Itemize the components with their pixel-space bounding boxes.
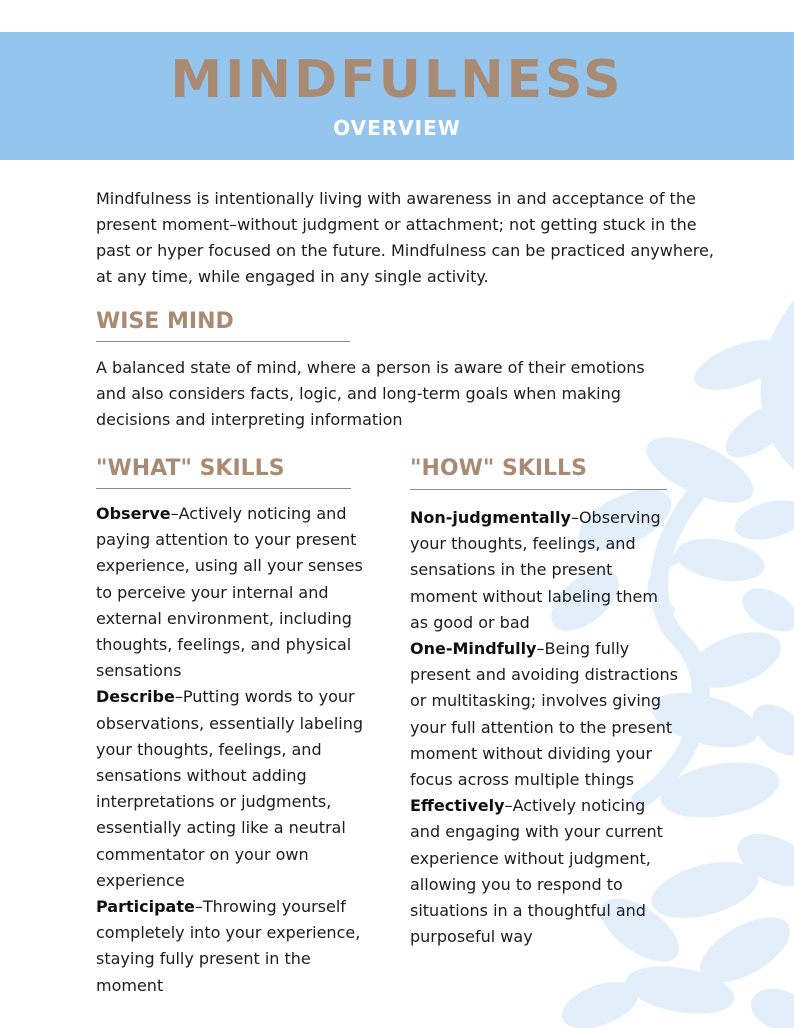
- intro-paragraph: Mindfulness is intentionally living with awareness in and acceptance of the present moment–without judgment or attachment; not getting stuck in the past or hyper focused on the future. Mindfulness can be practiced anywhere, at any time, while engaged in any single activity.: [96, 189, 714, 286]
- skill-item-observe: [96, 501, 374, 684]
- skill-term: Describe: [96, 687, 175, 707]
- skill-item-describe: [96, 684, 374, 894]
- skill-item-participate: [96, 894, 374, 999]
- skill-description: –Throwing yourself completely into your experience, staying fully present in the moment: [96, 897, 361, 995]
- skill-description: –Actively noticing and paying attention to your present experience, using all your senses to perceive your internal and external environment, including thoughts, feelings, and physical sensations: [96, 504, 363, 681]
- skill-item-non-judgmentally: [410, 505, 680, 636]
- skill-term: Participate: [96, 897, 195, 917]
- skill-item-one-mindfully: [410, 636, 680, 793]
- skill-description: –Observing your thoughts, feelings, and sensations in the present moment without labeling them as good or bad: [410, 508, 661, 632]
- page-subtitle: OVERVIEW: [333, 116, 461, 140]
- skill-term: Observe: [96, 504, 171, 523]
- what-skills-heading: "WHAT" SKILLS: [96, 456, 285, 481]
- skill-description: –Putting words to your observations, essentially labeling your thoughts, feelings, and sensations without adding interpretations or judgments, essentially acting like a neutral commentator on your own experience: [96, 687, 364, 890]
- wise-mind-text: A balanced state of mind, where a person is aware of their emotions and also considers facts, logic, and long-term goals when making decisions and interpreting information: [96, 358, 645, 429]
- how-skills-list: [410, 505, 680, 950]
- what-skills-divider: [96, 488, 351, 489]
- skill-description: –Being fully present and avoiding distractions or multitasking; involves giving your full attention to the present moment without dividing your focus across multiple things: [410, 639, 678, 790]
- how-skills-heading: "HOW" SKILLS: [410, 456, 587, 481]
- skill-term: Non-judgmentally: [410, 508, 571, 527]
- skill-item-effectively: [410, 793, 680, 950]
- skill-term: Effectively: [410, 796, 505, 816]
- how-skills-divider: [410, 489, 667, 490]
- skill-term: One-Mindfully: [410, 639, 537, 659]
- page-title: MINDFULNESS: [170, 50, 624, 110]
- skill-description: –Actively noticing and engaging with your current experience without judgment, allowing you to respond to situations in a thoughtful and purposeful way: [410, 796, 663, 947]
- wise-mind-divider: [96, 341, 350, 342]
- wise-mind-heading: WISE MIND: [96, 309, 234, 334]
- what-skills-list: [96, 501, 374, 999]
